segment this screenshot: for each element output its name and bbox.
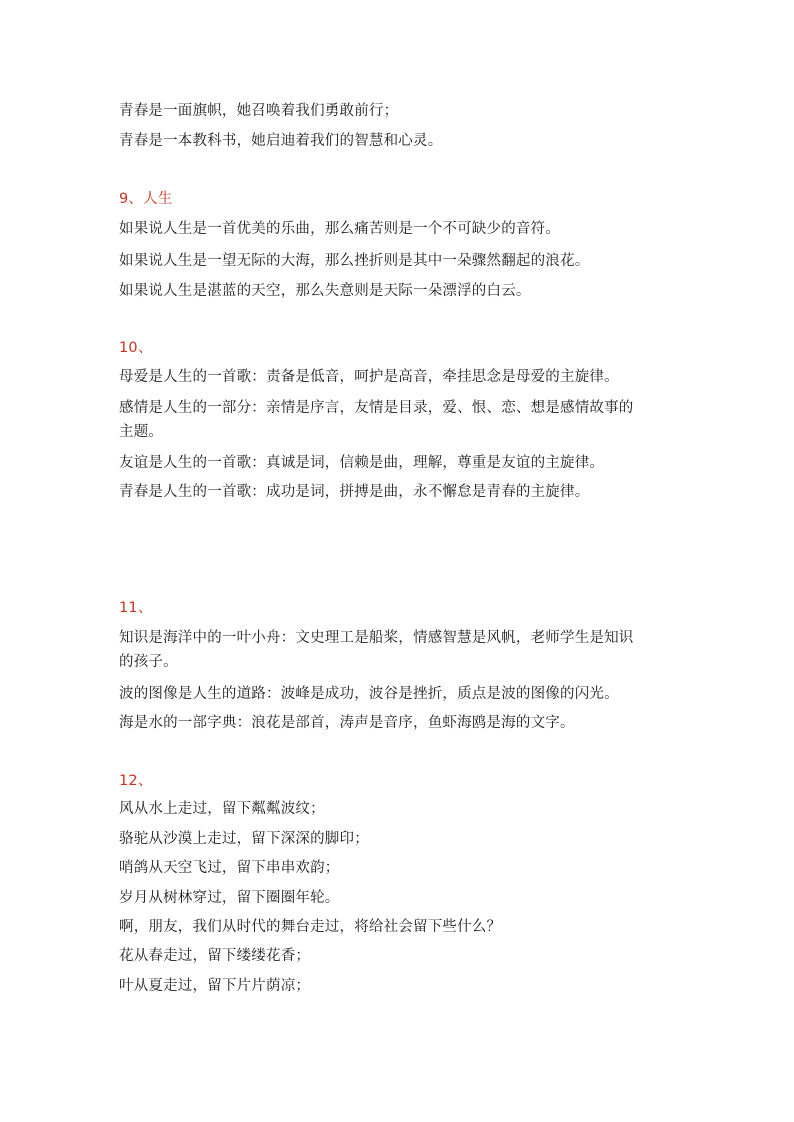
text-line: 青春是一本教科书，她启迪着我们的智慧和心灵。 — [119, 133, 443, 149]
text-line: 如果说人生是一望无际的大海，那么挫折则是其中一朵骤然翻起的浪花。 — [119, 253, 590, 269]
section-heading: 10、 — [119, 340, 153, 356]
text-line: 感情是人生的一部分：亲情是序言，友情是目录，爱、恨、恋、想是感情故事的 — [119, 400, 634, 416]
text-line: 花从春走过，留下缕缕花香； — [119, 948, 311, 964]
text-line: 的孩子。 — [119, 654, 178, 670]
text-line: 风从水上走过，留下粼粼波纹； — [119, 801, 325, 817]
text-line: 青春是人生的一首歌：成功是词，拼搏是曲，永不懈怠是青春的主旋律。 — [119, 484, 590, 500]
text-line: 主题。 — [119, 424, 164, 440]
text-line: 波的图像是人生的道路：波峰是成功，波谷是挫折，质点是波的图像的闪光。 — [119, 686, 619, 702]
text-line: 骆驼从沙漠上走过，留下深深的脚印； — [119, 831, 369, 847]
section-heading: 12、 — [119, 773, 153, 789]
text-line: 啊，朋友，我们从时代的舞台走过，将给社会留下些什么？ — [119, 919, 502, 935]
text-line: 如果说人生是一首优美的乐曲，那么痛苦则是一个不可缺少的音符。 — [119, 221, 560, 237]
section-heading: 9、人生 — [119, 191, 173, 207]
text-line: 母爱是人生的一首歌：责备是低音，呵护是高音，牵挂思念是母爱的主旋律。 — [119, 369, 619, 385]
text-line: 如果说人生是湛蓝的天空，那么失意则是天际一朵漂浮的白云。 — [119, 283, 531, 299]
text-line: 哨鸽从天空飞过，留下串串欢韵； — [119, 860, 340, 876]
text-line: 知识是海洋中的一叶小舟：文史理工是船桨，情感智慧是风帆，老师学生是知识 — [119, 630, 634, 646]
section-heading: 11、 — [119, 600, 153, 616]
text-line: 青春是一面旗帜，她召唤着我们勇敢前行； — [119, 103, 399, 119]
text-line: 叶从夏走过，留下片片荫凉； — [119, 978, 311, 994]
text-line: 海是水的一部字典：浪花是部首，涛声是音序，鱼虾海鸥是海的文字。 — [119, 715, 575, 731]
text-line: 岁月从树林穿过，留下圈圈年轮。 — [119, 890, 340, 906]
text-line: 友谊是人生的一首歌：真诚是词，信赖是曲，理解，尊重是友谊的主旋律。 — [119, 455, 605, 471]
